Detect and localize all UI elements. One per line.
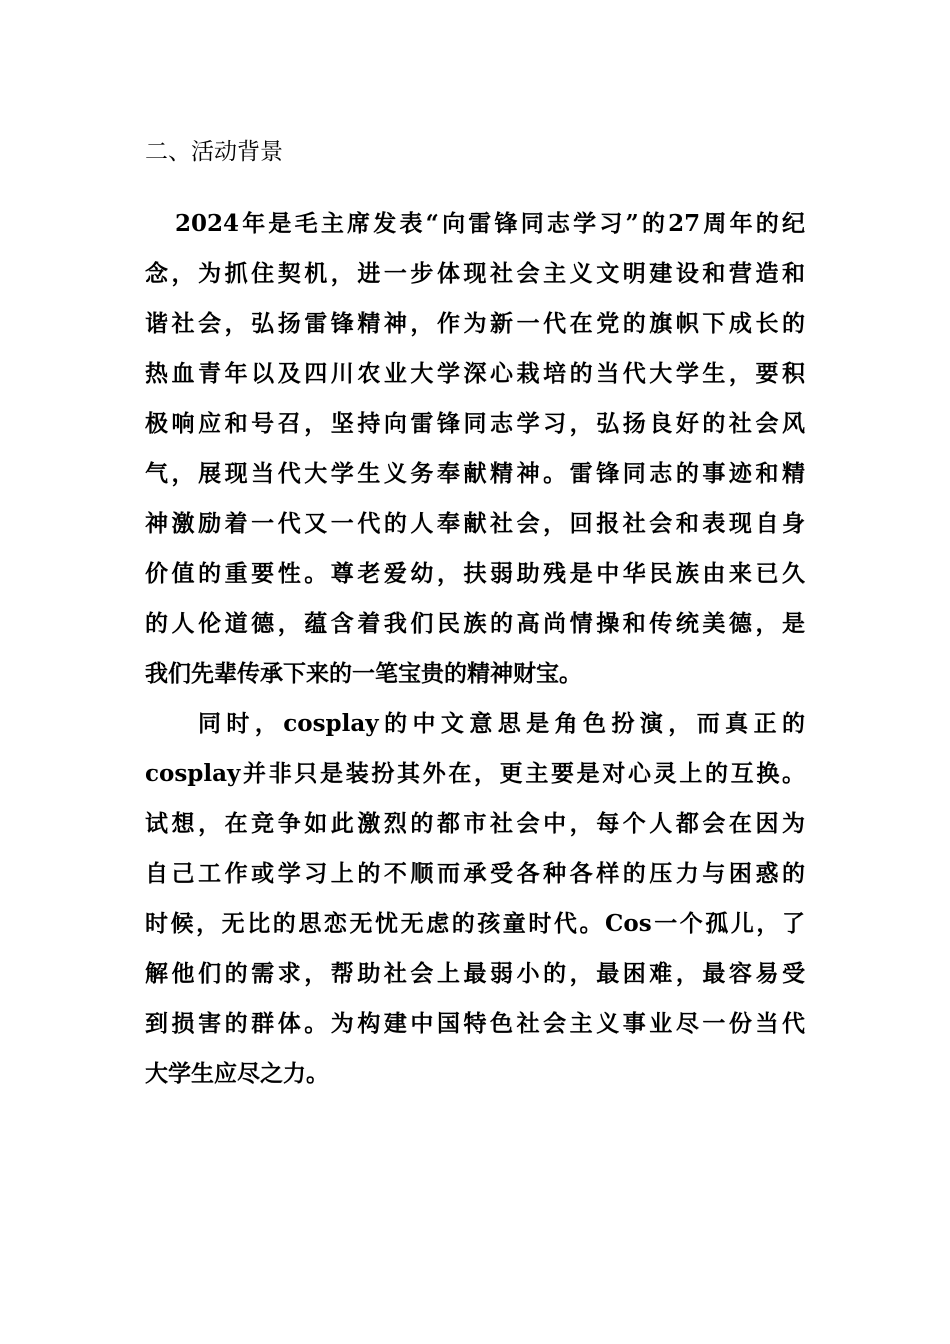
- paragraph-line: 同时，cosplay的中文意思是角色扮演，而真正的: [198, 710, 805, 737]
- paragraph-line: 热血青年以及四川农业大学深心栽培的当代大学生，要积: [145, 360, 805, 387]
- paragraph-line: 我们先辈传承下来的一笔宝贵的精神财宝。: [145, 660, 582, 687]
- paragraph-line: 时候，无比的思恋无忧无虑的孩童时代。Cos一个孤儿，了: [145, 910, 805, 937]
- paragraph-line: 极响应和号召，坚持向雷锋同志学习，弘扬良好的社会风: [145, 410, 805, 437]
- paragraph-line: 神激励着一代又一代的人奉献社会，回报社会和表现自身: [145, 510, 805, 537]
- paragraph-line: 价值的重要性。尊老爱幼，扶弱助残是中华民族由来已久: [145, 560, 805, 587]
- paragraph-line: 谐社会，弘扬雷锋精神，作为新一代在党的旗帜下成长的: [145, 310, 805, 337]
- section-heading: 二、活动背景: [145, 139, 283, 165]
- paragraph-line: 气，展现当代大学生义务奉献精神。雷锋同志的事迹和精: [145, 460, 805, 487]
- paragraph-line: 自己工作或学习上的不顺而承受各种各样的压力与困惑的: [145, 860, 805, 887]
- paragraph-line: 试想，在竞争如此激烈的都市社会中，每个人都会在因为: [145, 810, 805, 837]
- paragraph-line: 2024年是毛主席发表“向雷锋同志学习”的27周年的纪: [175, 210, 805, 237]
- paragraph-line: cosplay并非只是装扮其外在，更主要是对心灵上的互换。: [145, 760, 805, 787]
- paragraph-line: 念，为抓住契机，进一步体现社会主义文明建设和营造和: [145, 260, 805, 287]
- paragraph-line: 到损害的群体。为构建中国特色社会主义事业尽一份当代: [145, 1010, 805, 1037]
- paragraph-line: 大学生应尽之力。: [145, 1060, 329, 1087]
- paragraph-line: 解他们的需求，帮助社会上最弱小的，最困难，最容易受: [145, 960, 805, 987]
- paragraph-line: 的人伦道德，蕴含着我们民族的高尚情操和传统美德，是: [145, 610, 805, 637]
